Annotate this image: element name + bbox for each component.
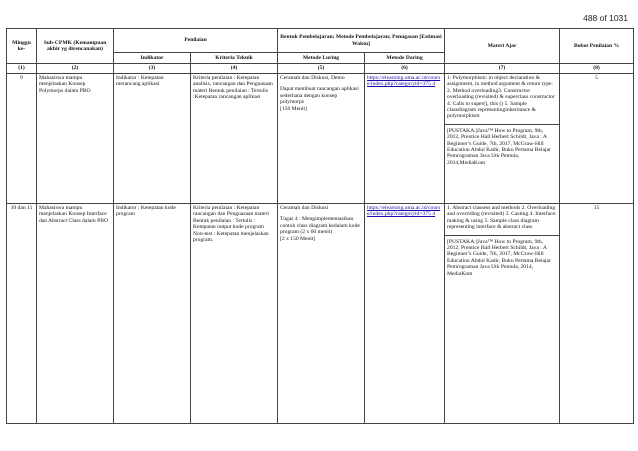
col-number: (1) — [7, 64, 37, 74]
col-number: (2) — [37, 64, 114, 74]
col-number: (8) — [560, 64, 634, 74]
header-materi: Materi Ajar — [445, 29, 560, 64]
indikator-cell: Indikator : Ketepatan kode program — [114, 204, 191, 424]
luring-task: Dapat membuat rancangan aplikasi sederhana dengan konsep polymorps — [280, 86, 359, 106]
header-luring: Metode Luring — [278, 53, 365, 64]
header-penilaian: Penilaian — [114, 29, 278, 53]
materi-references: [PUSTAKA:]Java™ How to Program, 9th, 2012, Prentice Hall Herbert Schildt, Java : A Beginner’s Guide, 7th, 2017, McGraw-Hill Education Abdul Kadir, Buku Pertama Belajar Pemrograman Java Utk Pemula, 2014,MediaKom — [447, 127, 551, 166]
kriteria-cell: Kriteria penilaian : Ketepatan analisis, rancangan dan Penguasaan materi Bentuk penilaian : Tertulis :Ketepatan rancangan aplikasi — [191, 74, 278, 204]
table-row — [7, 204, 634, 424]
materi-cell — [445, 74, 560, 204]
rps-table — [6, 28, 634, 424]
col-number: (4) — [191, 64, 278, 74]
subcpmk-cell: Mahasiswa mampu menjelaskan Konsep Polymorps dalam PBO — [37, 74, 114, 204]
luring-method: Ceramah dan Diskusi, Demo — [280, 75, 345, 81]
daring-cell — [365, 204, 445, 424]
luring-cell — [278, 74, 365, 204]
col-number: (5) — [278, 64, 365, 74]
divider — [445, 124, 559, 125]
daring-cell — [365, 74, 445, 204]
header-week: Minggu ke- — [7, 29, 37, 64]
divider — [445, 235, 559, 236]
subcpmk-cell: Mahasiswa mampu menjelaskan Konsep Interface dan Abstract Class dalam PBO — [37, 204, 114, 424]
header-indikator: Indikator — [114, 53, 191, 64]
table-row — [7, 74, 634, 204]
materi-topics: 1. Polymorphism: in object declaration & assignment, in method argument & return type. 2. Method overloading3. Constructor overloading (revisited) & superclass constructor 4. Calls to super(), this () 5. Sample classdiagram representinginheritance & polymorphism — [447, 75, 555, 120]
header-subcpmk: Sub-CPMK (Kemampuan akhir yg direncanakan) — [37, 29, 114, 64]
luring-cell — [278, 204, 365, 424]
luring-time: [2 x 150 Menit] — [280, 235, 316, 242]
header-bobot: Bobot Penilaian % — [560, 29, 634, 64]
page-number: 488 of 1031 — [583, 13, 628, 23]
materi-topics: 1. Abstract classess and methods 2. Overloading and overriding (revisited) 3. Casting 4. Interface: making & using 5. Sample class diagram representing interface & abstract class — [447, 205, 557, 231]
col-number: (7) — [445, 64, 560, 74]
daring-link[interactable]: https://elearning.uma.ac.id/course/index.php?categoryid=375 4 — [367, 75, 441, 88]
header-kriteria: Kriteria Teknik — [191, 53, 278, 64]
col-number: (6) — [365, 64, 445, 74]
bobot-cell: 5 — [560, 74, 634, 204]
luring-task: Tugas 4 : Mengimplementasikan contoh class diagram kedalam kode program (2 x 60 menit) — [280, 216, 360, 236]
week-cell: 9 — [7, 74, 37, 204]
header-daring: Metode Daring — [365, 53, 445, 64]
kriteria-cell: Kriteria penilaian : Ketepatan rancangan dan Penguasaan materi Bentuk penilaian : Tertulis : Ketepatan output kode program Non-test : Ketepatan menjelaskan program. — [191, 204, 278, 424]
luring-method: Ceramah dan Diskusi — [280, 205, 329, 211]
header-bentuk: Bentuk Pembelajaran; Metode Pembelajaran; Penugasan [Estimasi Waktu] — [278, 29, 445, 53]
materi-references: [PUSTAKA:]Java™ How to Program, 9th, 2012, Prentice Hall Herbert Schildt, Java : A Beginner’s Guide, 7th, 2017, McGraw-Hill Education Abdul Kadir, Buku Pertama Belajar Pemrograman Java Utk Pemula, 2014, MediaKom — [447, 238, 551, 277]
bobot-cell: 15 — [560, 204, 634, 424]
materi-cell — [445, 204, 560, 424]
luring-time: [150 Menit] — [280, 105, 307, 112]
daring-link[interactable]: https://elearning.uma.ac.id/course/index.php?categoryid=375 4 — [367, 205, 441, 218]
indikator-cell: Indikator : Ketepatan merancang aplikasi — [114, 74, 191, 204]
week-cell: 10 dan 11 — [7, 204, 37, 424]
col-number: (3) — [114, 64, 191, 74]
